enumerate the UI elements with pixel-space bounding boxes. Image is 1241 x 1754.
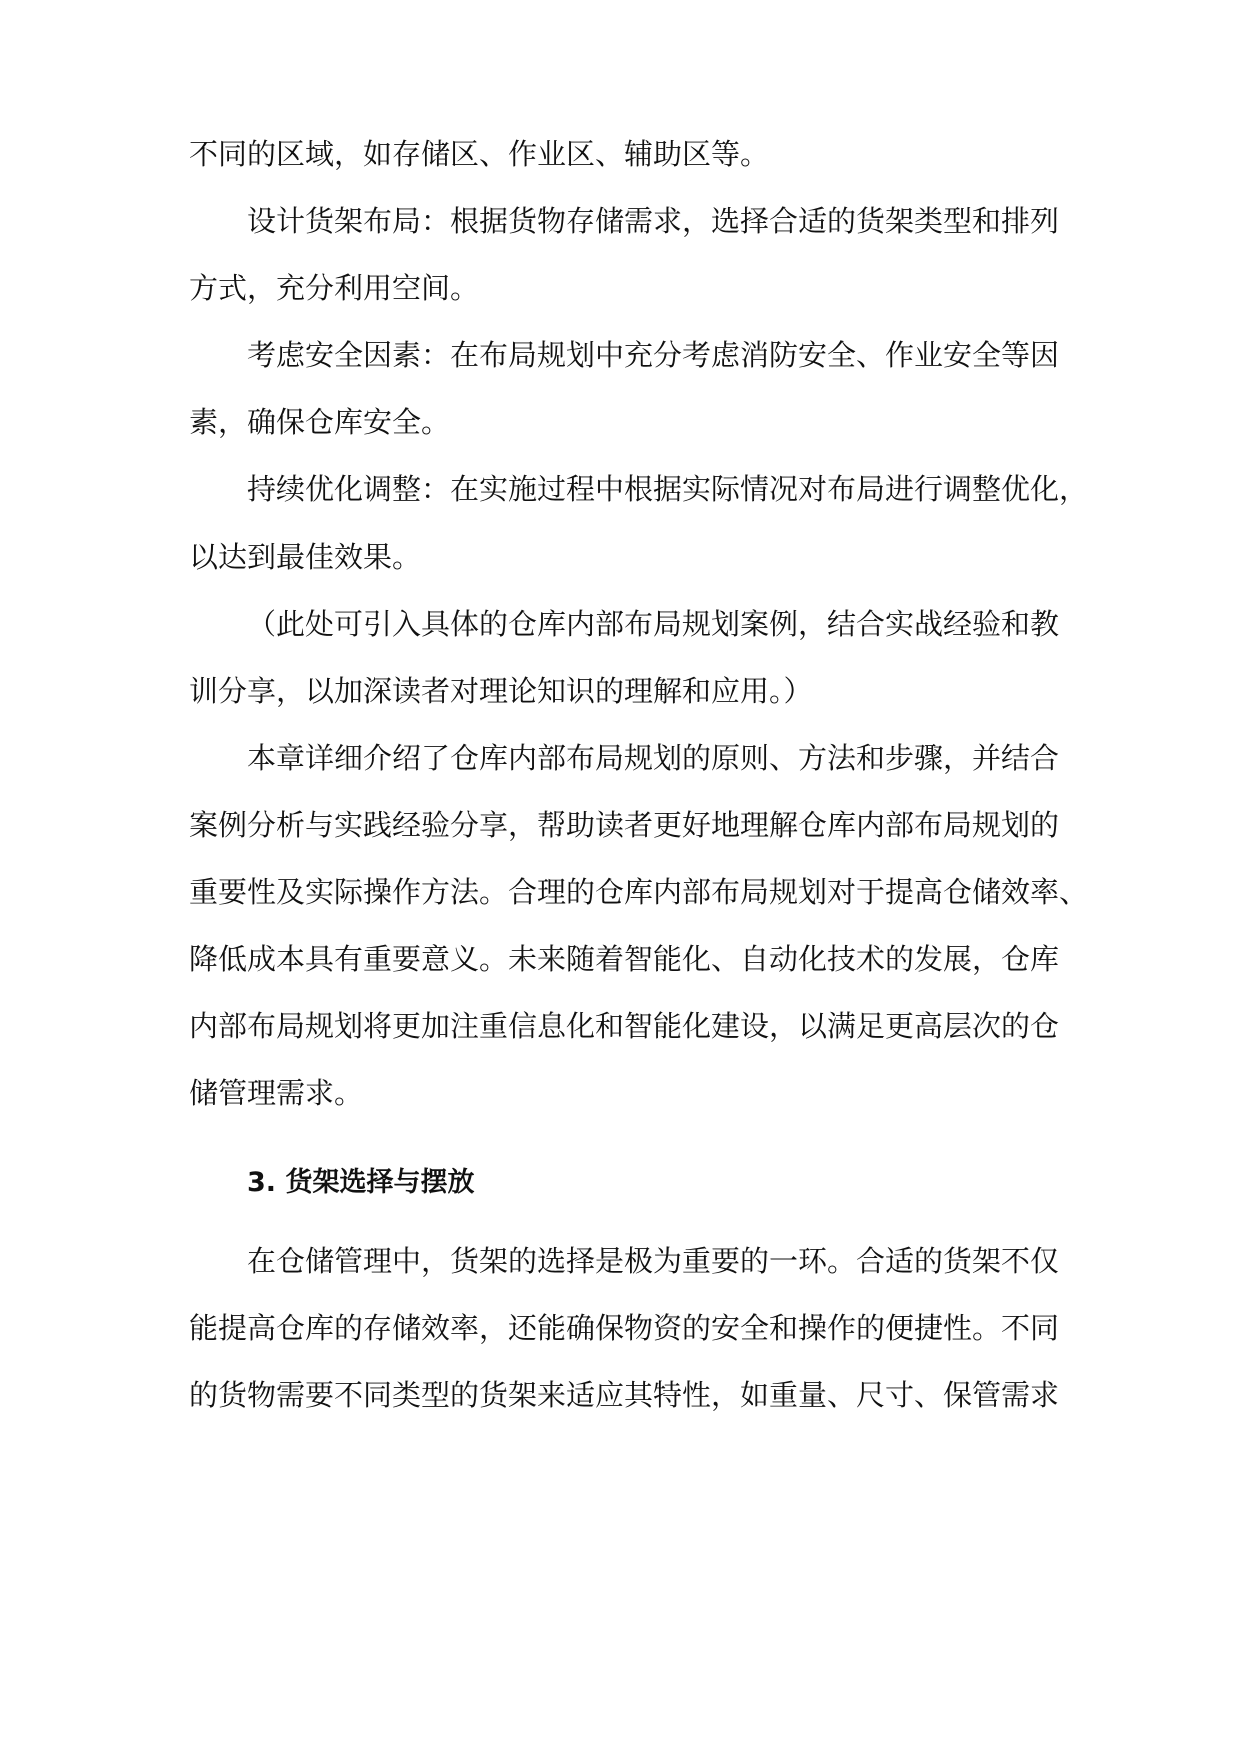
- paragraph-line: 方式，充分利用空间。: [189, 271, 480, 305]
- paragraph-line: 设计货架布局：根据货物存储需求，选择合适的货架类型和排列: [247, 204, 1060, 238]
- paragraph-line: （此处可引入具体的仓库内部布局规划案例，结合实战经验和教: [247, 607, 1060, 641]
- paragraph-line: 不同的区域，如存储区、作业区、辅助区等。: [189, 137, 770, 171]
- paragraph-line: 考虑安全因素：在布局规划中充分考虑消防安全、作业安全等因: [247, 338, 1060, 372]
- paragraph-line: 案例分析与实践经验分享，帮助读者更好地理解仓库内部布局规划的: [189, 808, 1060, 842]
- document-page: [189, 0, 1089, 1754]
- paragraph-line: 在仓储管理中，货架的选择是极为重要的一环。合适的货架不仅: [247, 1244, 1060, 1278]
- paragraph-line: 内部布局规划将更加注重信息化和智能化建设，以满足更高层次的仓: [189, 1009, 1060, 1043]
- paragraph-line: 持续优化调整：在实施过程中根据实际情况对布局进行调整优化，: [247, 472, 1089, 506]
- paragraph-line: 训分享，以加深读者对理论知识的理解和应用。）: [189, 674, 813, 708]
- section-heading: 3. 货架选择与摆放: [247, 1167, 475, 1198]
- paragraph-line: 降低成本具有重要意义。未来随着智能化、自动化技术的发展，仓库: [189, 942, 1060, 976]
- paragraph-line: 本章详细介绍了仓库内部布局规划的原则、方法和步骤，并结合: [247, 741, 1060, 775]
- paragraph-line: 储管理需求。: [189, 1076, 364, 1110]
- paragraph-line: 重要性及实际操作方法。合理的仓库内部布局规划对于提高仓储效率、: [189, 875, 1089, 909]
- paragraph-line: 以达到最佳效果。: [189, 540, 422, 574]
- paragraph-line: 的货物需要不同类型的货架来适应其特性，如重量、尺寸、保管需求: [189, 1378, 1060, 1412]
- paragraph-line: 素，确保仓库安全。: [189, 405, 451, 439]
- paragraph-line: 能提高仓库的存储效率，还能确保物资的安全和操作的便捷性。不同: [189, 1311, 1060, 1345]
